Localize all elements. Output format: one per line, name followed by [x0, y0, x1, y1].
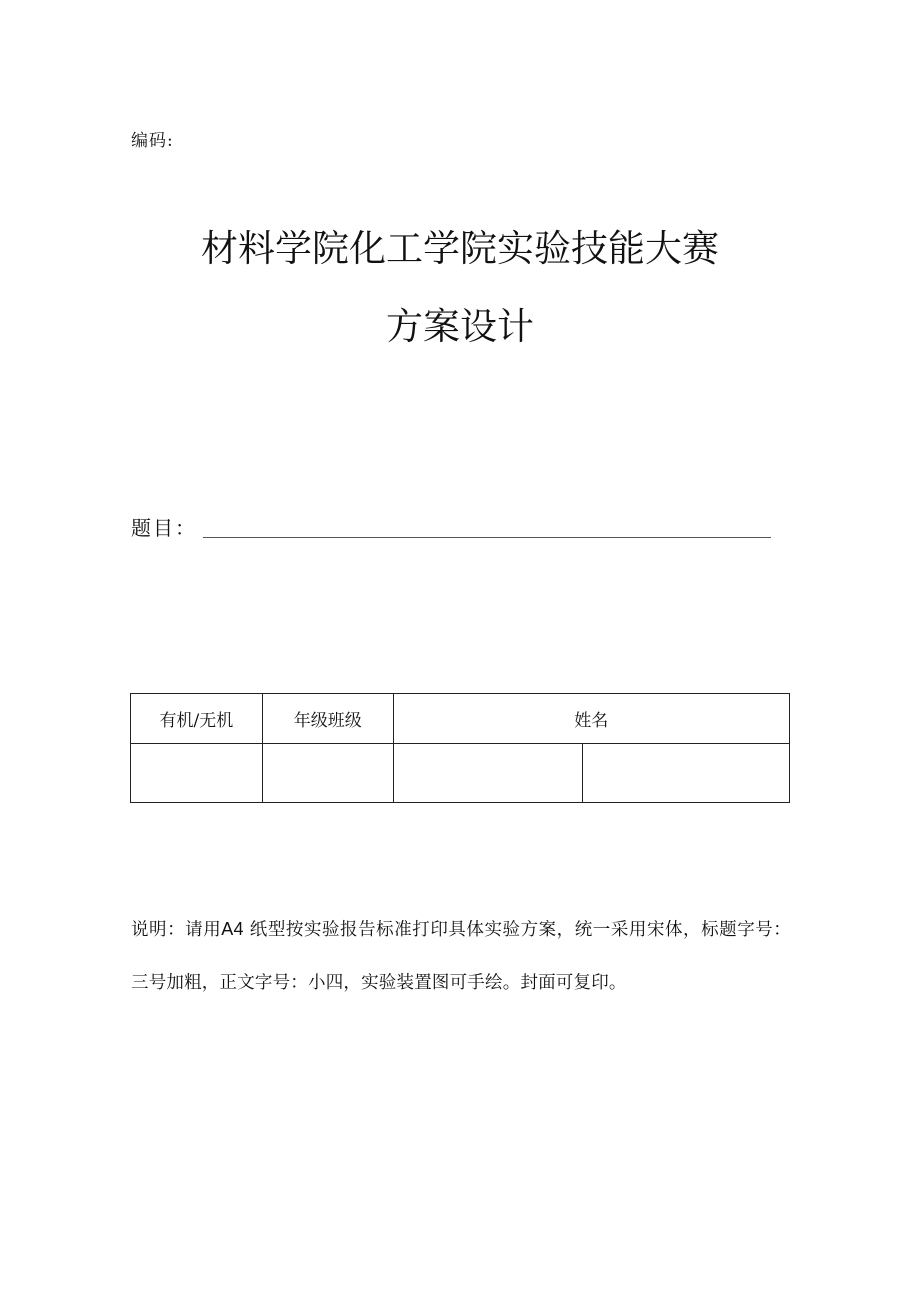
header-name: 姓名: [393, 694, 789, 744]
code-label: 编码:: [131, 131, 174, 151]
note-prefix: 说明：请用: [131, 920, 222, 940]
note-paper-size: A4: [221, 919, 244, 939]
instructions-note: [131, 903, 791, 1010]
cell-name-1[interactable]: [393, 744, 583, 803]
cell-name-2[interactable]: [583, 744, 790, 803]
page-title: 材料学院化工学院实验技能大赛: [201, 227, 719, 270]
topic-blank-line[interactable]: [203, 537, 771, 538]
topic-label: 题目：: [131, 516, 197, 540]
page-subtitle: 方案设计: [386, 305, 534, 348]
note-body: 纸型按实验报告标准打印具体实验方案，统一采用宋体，标题字号：三号加粗，正文字号：小四，实验装置图可手绘。封面可复印。: [131, 920, 792, 993]
header-grade-class: 年级班级: [262, 694, 393, 744]
topic-row: [131, 512, 771, 542]
cell-grade-class[interactable]: [262, 744, 393, 803]
info-table: [130, 693, 790, 803]
header-category: 有机/无机: [131, 694, 263, 744]
table-header-row: [131, 694, 790, 744]
table-row: [131, 744, 790, 803]
cell-category[interactable]: [131, 744, 263, 803]
